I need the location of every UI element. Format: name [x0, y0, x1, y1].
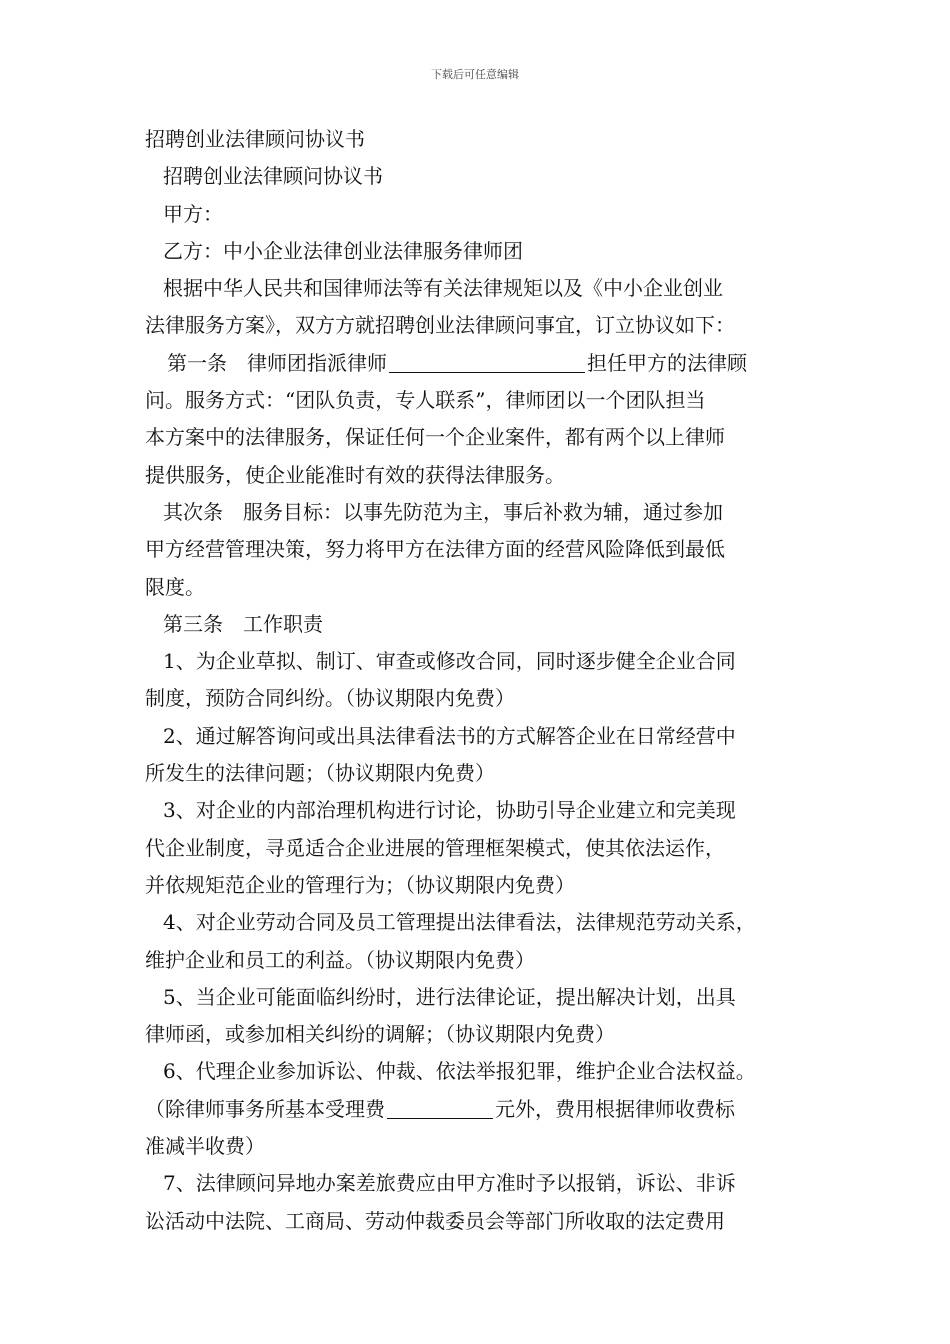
item-1-line: 制度，预防合同纠纷。（协议期限内免费） [145, 686, 515, 711]
article-1-post: 担任甲方的法律顾 [587, 350, 747, 375]
item-6-post: 元外，费用根据律师收费标 [495, 1096, 735, 1121]
item-2-line: 2、通过解答询问或出具法律看法书的方式解答企业在日常经营中 [163, 723, 736, 748]
item-3-line: 并依规矩范企业的管理行为；（协议期限内免费） [145, 872, 575, 897]
party-a: 甲方： [163, 201, 223, 226]
article-2-line: 甲方经营管理决策，努力将甲方在法律方面的经营风险降低到最低 [145, 537, 725, 562]
item-6-line [145, 1091, 807, 1128]
article-3-heading: 第三条 工作职责 [163, 611, 323, 636]
article-1-line: 问。服务方式：“团队负责，专人联系”，律师团以一个团队担当 [145, 388, 706, 413]
document-body [145, 121, 807, 1240]
item-2-line: 所发生的法律问题；（协议期限内免费） [145, 761, 495, 786]
item-6-line: 6、代理企业参加诉讼、仲裁、依法举报犯罪，维护企业合法权益。 [163, 1059, 756, 1084]
item-3-line: 代企业制度，寻觅适合企业进展的管理框架模式，使其依法运作， [145, 835, 725, 860]
article-1-line: 本方案中的法律服务，保证任何一个企业案件，都有两个以上律师 [145, 425, 725, 450]
lawyer-name-blank[interactable] [389, 350, 585, 373]
item-7-line: 7、法律顾问异地办案差旅费应由甲方准时予以报销，诉讼、非诉 [163, 1171, 736, 1196]
party-b: 乙方：中小企业法律创业法律服务律师团 [163, 238, 523, 263]
intro-line: 根据中华人民共和国律师法等有关法律规矩以及《中小企业创业 [163, 276, 723, 301]
intro-line: 法律服务方案》，双方方就招聘创业法律顾问事宜，订立协议如下： [145, 313, 735, 338]
document-title: 招聘创业法律顾问协议书 [145, 127, 365, 151]
fee-amount-blank[interactable] [387, 1096, 493, 1119]
page-header: 下载后可任意编辑 [431, 68, 519, 81]
item-1-line: 1、为企业草拟、制订、审查或修改合同，同时逐步健全企业合同 [163, 649, 736, 674]
item-6-pre: （除律师事务所基本受理费 [145, 1096, 385, 1121]
article-2-line: 其次条 服务目标：以事先防范为主，事后补救为辅，通过参加 [163, 499, 723, 524]
item-4-line: 4、对企业劳动合同及员工管理提出法律看法，法律规范劳动关系， [163, 910, 756, 935]
item-3-line: 3、对企业的内部治理机构进行讨论，协助引导企业建立和完美现 [163, 798, 736, 823]
article-1-line: 提供服务，使企业能准时有效的获得法律服务。 [145, 462, 565, 487]
item-5-line: 律师函，或参加相关纠纷的调解；（协议期限内免费） [145, 1022, 615, 1047]
item-6-line: 准减半收费） [145, 1134, 265, 1159]
article-2-line: 限度。 [145, 574, 205, 599]
article-1-line [145, 345, 807, 382]
article-1-pre: 第一条 律师团指派律师 [167, 350, 387, 375]
item-7-line: 讼活动中法院、工商局、劳动仲裁委员会等部门所收取的法定费用 [145, 1208, 725, 1233]
item-4-line: 维护企业和员工的利益。（协议期限内免费） [145, 947, 535, 972]
document-subtitle: 招聘创业法律顾问协议书 [163, 164, 383, 189]
item-5-line: 5、当企业可能面临纠纷时，进行法律论证，提出解决计划，出具 [163, 984, 736, 1009]
